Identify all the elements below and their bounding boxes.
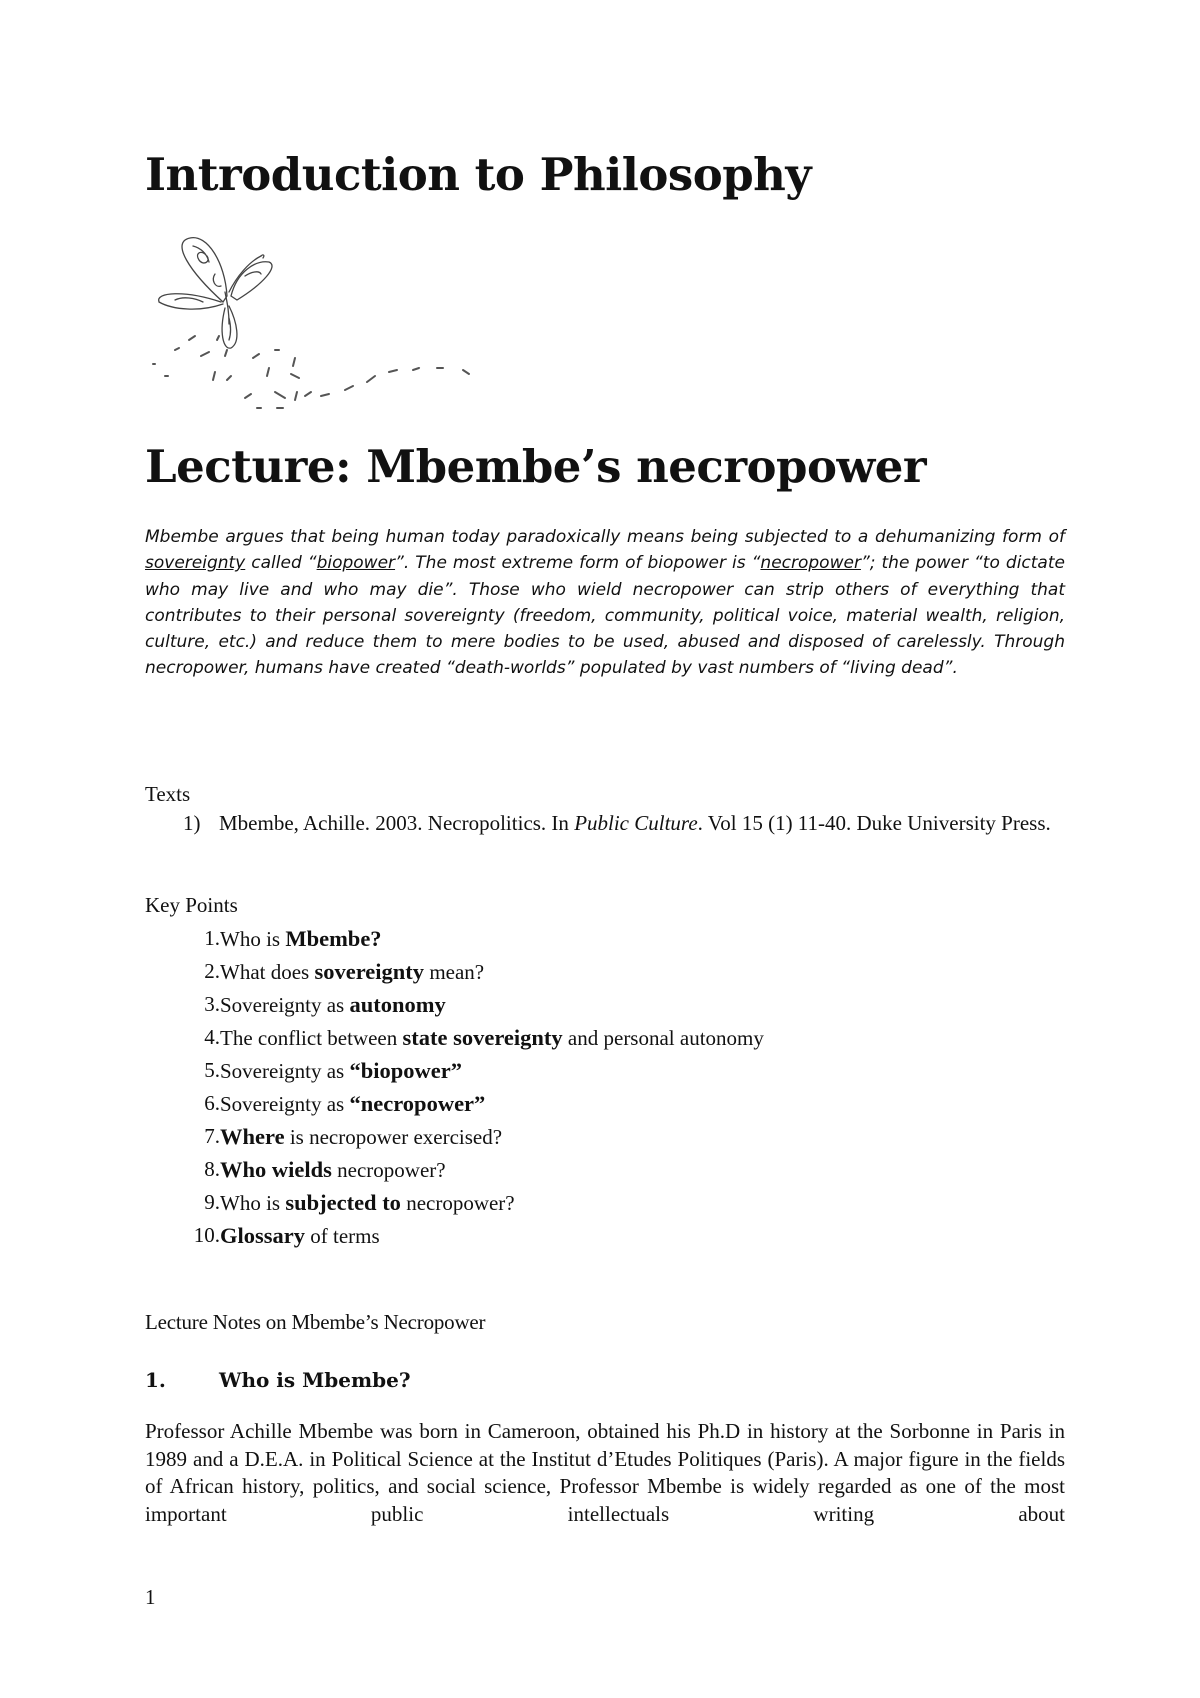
key-point-emphasis: Mbembe?	[285, 926, 382, 951]
key-point-item	[145, 1120, 1045, 1153]
key-point-number: 4.	[204, 1025, 220, 1049]
key-point-emphasis: autonomy	[349, 992, 446, 1017]
key-point-number: 5.	[204, 1058, 220, 1082]
key-point-text: Where is necropower exercised?	[220, 1124, 503, 1149]
key-point-text: Sovereignty as “biopower”	[220, 1058, 462, 1083]
key-point-emphasis: subjected to	[285, 1190, 401, 1215]
key-point-text: Sovereignty as autonomy	[220, 992, 446, 1017]
lecture-notes-heading: Lecture Notes on Mbembe’s Necropower	[145, 1310, 486, 1334]
butterfly-illustration	[145, 232, 485, 417]
page-number: 1	[145, 1585, 156, 1609]
key-point-number: 2.	[204, 959, 220, 983]
lecture-title: Lecture: Mbembe’s necropower	[145, 440, 927, 493]
section-paragraph: Professor Achille Mbembe was born in Cameroon, obtained his Ph.D in history at the Sorbonne in Paris in 1989 and a D.E.A. in Political Science at the Institut d’Etudes Politiques (Paris). A major figure in the fields of African history, politics, and social science, Professor Mbembe is widely regarded as one of the most important public intellectuals writing about	[145, 1419, 1065, 1526]
section-heading	[145, 1368, 411, 1392]
key-point-text: Who is Mbembe?	[220, 926, 382, 951]
key-point-number: 6.	[204, 1091, 220, 1115]
texts-list-item	[183, 810, 1065, 837]
key-point-number: 1.	[204, 926, 220, 950]
key-point-text: Glossary of terms	[220, 1223, 380, 1248]
key-point-item	[145, 1087, 1045, 1120]
term-biopower: biopower	[316, 553, 396, 574]
key-point-emphasis: Who wields	[220, 1157, 332, 1182]
key-point-text: What does sovereignty mean?	[220, 959, 485, 984]
section-number: 1.	[145, 1368, 166, 1392]
section-title: Who is Mbembe?	[219, 1368, 411, 1392]
key-point-number: 3.	[204, 992, 220, 1016]
key-point-item	[145, 1186, 1045, 1219]
term-sovereignty: sovereignty	[145, 553, 246, 574]
citation: Mbembe, Achille. 2003. Necropolitics. In Public Culture. Vol 15 (1) 11-40. Duke University Press.	[219, 811, 1051, 835]
journal-title: Public Culture	[574, 811, 698, 835]
key-point-item	[145, 1219, 1045, 1252]
key-point-emphasis: “biopower”	[349, 1058, 462, 1083]
key-point-emphasis: “necropower”	[349, 1091, 486, 1116]
key-point-item	[145, 1054, 1045, 1087]
key-point-item	[145, 1153, 1045, 1186]
abstract-paragraph: Mbembe argues that being human today paradoxically means being subjected to a dehumanizing form of sovereignty called “biopower”. The most extreme form of biopower is “necropower”; the power “to dictate who may live and who may die”. Those who wield necropower can strip others of everything that contributes to their personal sovereignty (freedom, community, political voice, material wealth, religion, culture, etc.) and reduce them to mere bodies to be used, abused and disposed of carelessly. Through necropower, humans have created “death-worlds” populated by vast numbers of “living dead”.	[145, 527, 1065, 679]
key-point-emphasis: Glossary	[220, 1223, 306, 1248]
key-point-emphasis: sovereignty	[314, 959, 425, 984]
key-points-list	[145, 922, 1045, 1252]
key-point-item	[145, 1021, 1045, 1054]
key-point-item	[145, 988, 1045, 1021]
key-point-text: Who wields necropower?	[220, 1157, 446, 1182]
key-points-heading: Key Points	[145, 893, 238, 917]
key-point-emphasis: state sovereignty	[402, 1025, 563, 1050]
texts-heading: Texts	[145, 782, 191, 806]
key-point-emphasis: Where	[220, 1124, 285, 1149]
texts-item-number: 1)	[183, 811, 201, 835]
key-point-number: 8.	[204, 1157, 220, 1181]
key-point-number: 10.	[193, 1223, 220, 1247]
key-point-number: 9.	[204, 1190, 220, 1214]
document-title: Introduction to Philosophy	[145, 148, 812, 201]
key-point-item	[145, 955, 1045, 988]
key-point-text: The conflict between state sovereignty and personal autonomy	[220, 1025, 764, 1050]
key-point-text: Sovereignty as “necropower”	[220, 1091, 486, 1116]
key-point-text: Who is subjected to necropower?	[220, 1190, 515, 1215]
term-necropower: necropower	[760, 553, 861, 574]
key-point-item	[145, 922, 1045, 955]
key-point-number: 7.	[204, 1124, 220, 1148]
